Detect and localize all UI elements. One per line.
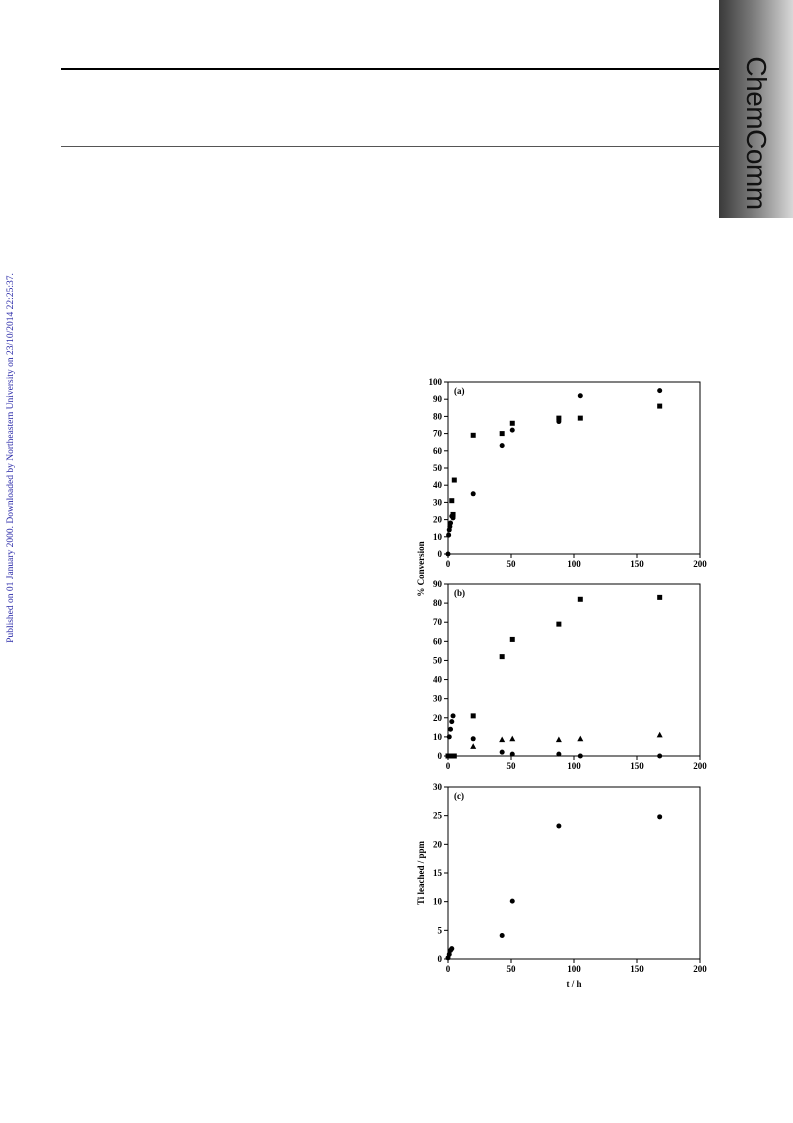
data-point-square [452,478,457,483]
x-tick-label: 0 [445,761,451,771]
y-tick-label: 30 [433,497,442,508]
x-tick-label: 150 [630,559,644,569]
y-tick-label: 70 [433,617,442,628]
data-point-square [657,595,662,600]
y-tick-label: 100 [428,377,442,387]
data-point-square [449,498,454,503]
x-tick-label: 150 [630,761,644,771]
y-tick-label: 0 [437,954,442,964]
y-tick-label: 90 [433,394,442,405]
data-point-circle [500,750,505,755]
data-point-circle [451,713,456,718]
header-rule-bottom [61,146,723,147]
y-tick-label: 10 [433,731,442,742]
y-tick-label: 20 [433,514,442,525]
plot-frame-2 [448,584,700,756]
plot-frame-1 [448,382,700,554]
data-point-square [451,512,456,517]
data-point-square [471,713,476,718]
x-tick-label: 50 [506,964,516,974]
y-tick-label: 40 [433,480,442,491]
y-tick-label: 80 [433,411,442,422]
data-point-circle [448,727,453,732]
data-point-circle [578,393,583,398]
y-axis-label-conversion: % Conversion [416,541,426,597]
y-tick-label: 25 [433,810,442,821]
data-point-triangle [499,737,505,743]
y-tick-label: 80 [433,598,442,609]
data-point-circle [448,521,453,526]
data-point-square [510,637,515,642]
data-point-circle [449,946,454,951]
data-point-triangle [556,737,562,743]
y-tick-label: 40 [433,674,442,685]
x-tick-label: 100 [567,964,581,974]
journal-tab-label: ChemComm [741,56,772,210]
y-tick-label: 20 [433,712,442,723]
x-tick-label: 0 [445,559,451,569]
data-point-square [471,433,476,438]
y-tick-label: 60 [433,445,442,456]
y-tick-label: 20 [433,839,442,850]
data-point-circle [510,752,515,757]
x-axis-label: t / h [566,979,582,989]
data-point-triangle [577,736,583,742]
x-tick-label: 100 [567,559,581,569]
data-point-triangle [509,736,515,742]
y-tick-label: 0 [437,751,442,761]
data-point-circle [447,734,452,739]
x-tick-label: 200 [693,964,707,974]
y-tick-label: 70 [433,428,442,439]
data-point-circle [510,428,515,433]
y-tick-label: 50 [433,655,442,666]
data-point-circle [657,814,662,819]
data-point-circle [556,823,561,828]
download-notice[interactable]: Published on 01 January 2000. Downloaded by Northeastern University on 23/10/2014 22:25:37. [6,273,16,643]
x-tick-label: 200 [693,559,707,569]
y-tick-label: 90 [433,579,442,589]
data-point-triangle [470,743,476,749]
data-point-circle [500,933,505,938]
x-tick-label: 150 [630,964,644,974]
data-point-circle [657,388,662,393]
x-tick-label: 0 [445,964,451,974]
data-point-circle [510,899,515,904]
x-tick-label: 50 [506,761,516,771]
y-tick-label: 5 [437,925,442,936]
data-point-circle [578,754,583,759]
data-point-square [556,416,561,421]
plot-frame-3 [448,787,700,959]
y-axis-label-ti-leached: Ti leached / ppm [416,840,426,906]
data-point-square [578,416,583,421]
y-tick-label: 30 [433,693,442,704]
data-point-circle [449,719,454,724]
x-tick-label: 50 [506,559,516,569]
data-point-circle [657,754,662,759]
data-point-circle [500,443,505,448]
y-tick-label: 50 [433,463,442,473]
panel-label: (c) [454,791,464,801]
data-point-square [510,421,515,426]
data-point-square [500,654,505,659]
y-tick-label: 0 [437,549,442,559]
x-tick-label: 200 [693,761,707,771]
data-point-circle [471,736,476,741]
data-point-square [500,431,505,436]
figure [410,372,720,1012]
data-point-circle [446,552,451,557]
y-tick-label: 10 [433,531,442,542]
panel-label: (a) [454,386,465,396]
y-tick-label: 30 [433,782,442,792]
data-point-square [578,597,583,602]
y-tick-label: 10 [433,896,442,907]
y-tick-label: 15 [433,868,442,878]
y-tick-label: 60 [433,636,442,647]
data-point-triangle [657,732,663,738]
data-point-circle [446,533,451,538]
data-point-circle [556,752,561,757]
data-point-square [657,404,662,409]
data-point-square [452,754,457,759]
data-point-square [556,622,561,627]
panel-label: (b) [454,588,465,598]
x-tick-label: 100 [567,761,581,771]
data-point-circle [471,491,476,496]
header-rule-top [61,68,723,70]
